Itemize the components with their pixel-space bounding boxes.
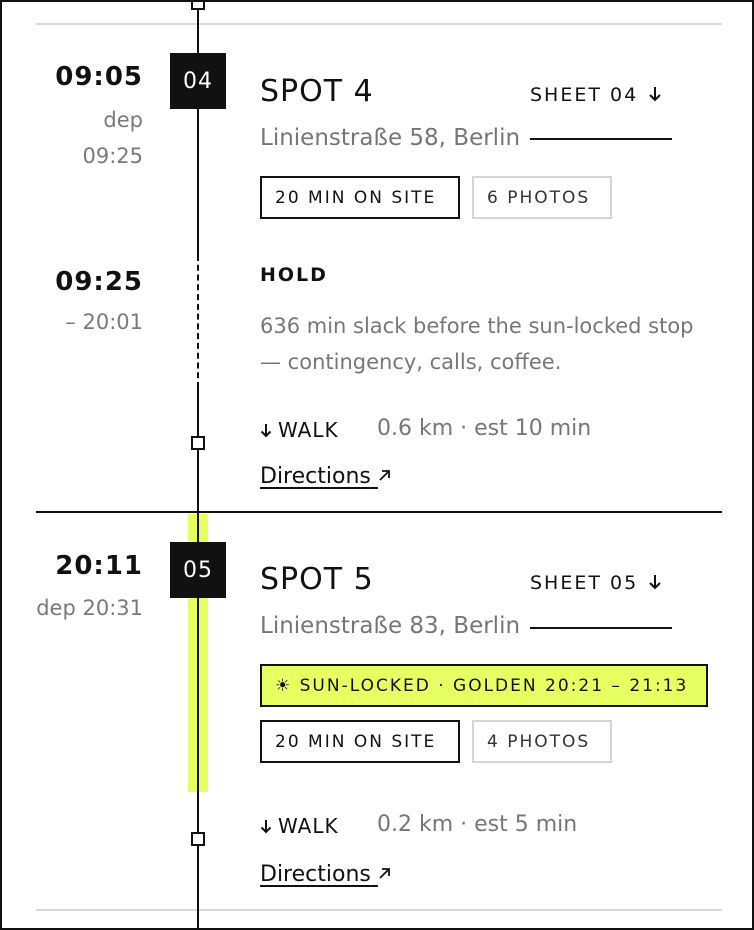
arrow-down-icon: [260, 423, 272, 438]
timeline-node: [191, 832, 205, 846]
timeline-node: [191, 436, 205, 450]
stop-number-badge: 04: [170, 53, 226, 109]
photos-tag: 6 PHOTOS: [472, 176, 612, 219]
external-arrow-icon: [378, 867, 391, 880]
photos-tag: 4 PHOTOS: [472, 720, 612, 763]
bottom-divider: [36, 909, 722, 911]
hold-end-time: – 20:01: [65, 310, 143, 334]
walk-text: WALK: [278, 814, 339, 838]
arrow-down-icon: [648, 574, 662, 590]
stop-title: SPOT 5: [260, 562, 374, 597]
walk-detail: 0.6 km · est 10 min: [377, 416, 592, 441]
hold-description: 636 min slack before the sun-locked stop — contingency, calls, coffee.: [260, 314, 694, 374]
stop-address: Linienstraße 58, Berlin: [260, 125, 521, 151]
timeline-rail: [197, 2, 199, 255]
departure-time: 09:25: [82, 144, 143, 168]
departure-label: dep: [103, 108, 143, 132]
directions-link[interactable]: [260, 464, 391, 489]
external-arrow-icon: [378, 469, 391, 482]
stop-number-badge: 05: [170, 542, 226, 598]
stop-address: Linienstraße 83, Berlin: [260, 613, 521, 639]
stop-title: SPOT 4: [260, 74, 374, 109]
hold-label: HOLD: [260, 264, 328, 286]
arrival-time: 20:11: [55, 551, 143, 581]
duration-tag: 20 MIN ON SITE: [260, 720, 460, 763]
directions-text: Directions: [260, 862, 371, 887]
sheet-link[interactable]: [530, 84, 672, 106]
sheet-link[interactable]: [530, 572, 672, 594]
top-divider: [36, 23, 722, 25]
departure-time: dep 20:31: [36, 596, 143, 620]
walk-label: [260, 418, 339, 442]
hold-start-time: 09:25: [55, 267, 143, 297]
duration-tag: 20 MIN ON SITE: [260, 176, 460, 219]
sheet-underline: [530, 138, 672, 140]
arrow-down-icon: [260, 819, 272, 834]
sun-locked-tag: ☀ SUN-LOCKED · GOLDEN 20:21 – 21:13: [260, 664, 708, 707]
directions-link[interactable]: [260, 862, 391, 887]
sheet-label: SHEET 05: [530, 572, 639, 594]
hold-rail-dashed: [197, 255, 199, 388]
walk-text: WALK: [278, 418, 339, 442]
arrow-down-icon: [648, 86, 662, 102]
walk-label: [260, 814, 339, 838]
sheet-label: SHEET 04: [530, 84, 639, 106]
walk-detail: 0.2 km · est 5 min: [377, 812, 578, 837]
directions-text: Directions: [260, 464, 371, 489]
timeline-node: [191, 0, 205, 10]
stop-divider: [36, 511, 722, 513]
arrival-time: 09:05: [55, 62, 143, 92]
sheet-underline: [530, 627, 672, 629]
